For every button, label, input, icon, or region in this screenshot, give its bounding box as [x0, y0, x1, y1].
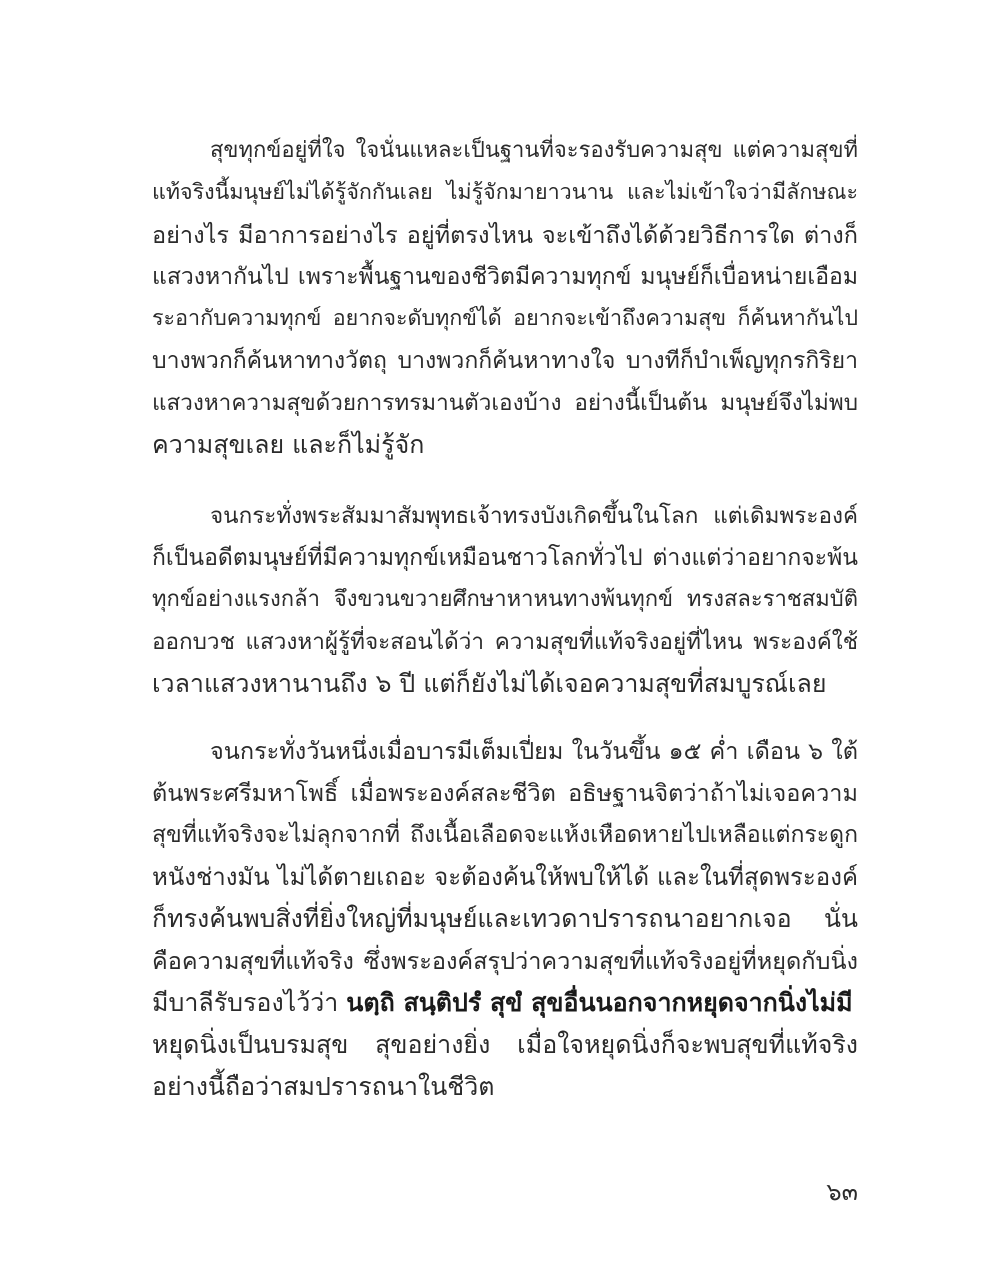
paragraph-3-line: จนกระทั่งวันหนึ่งเมื่อบารมีเต็มเปี่ยม ในวันขึ้น ๑๕ ค่ำ เดือน ๖ ใต้	[210, 737, 858, 765]
paragraph-2	[152, 495, 858, 705]
paragraph-1-line: ระอากับความทุกข์ อยากจะดับทุกข์ได้ อยากจะเข้าถึงความสุข ก็ค้นหากันไป	[152, 306, 858, 331]
paragraph-1-line: แสวงหาความสุขด้วยการทรมานตัวเองบ้าง อย่างนี้เป็นต้น มนุษย์จึงไม่พบ	[152, 390, 858, 416]
pali-quote-line	[152, 982, 858, 1024]
paragraph-2-line: จนกระทั่งพระสัมมาสัมพุทธเจ้าทรงบังเกิดขึ้นในโลก แต่เดิมพระองค์	[210, 503, 858, 529]
pali-quote-text: นตฺถิ สนฺติปรํ สุขํ สุขอื่นนอกจากหยุดจากนิ่งไม่มี	[346, 988, 853, 1017]
paragraph-3-line: อย่างนี้ถือว่าสมปรารถนาในชีวิต	[152, 1072, 495, 1101]
paragraph-3-line: หนังช่างมัน ไม่ได้ตายเถอะ จะต้องค้นให้พบให้ได้ และในที่สุดพระองค์	[152, 863, 858, 891]
paragraph-2-line: ออกบวช แสวงหาผู้รู้ที่จะสอนได้ว่า ความสุขที่แท้จริงอยู่ที่ไหน พระองค์ใช้	[152, 629, 858, 655]
pali-quote-prefix: มีบาลีรับรองไว้ว่า	[152, 988, 347, 1017]
paragraph-2-line: เวลาแสวงหานานถึง ๖ ปี แต่ก็ยังไม่ได้เจอความสุขที่สมบูรณ์เลย	[152, 669, 827, 698]
paragraph-1-line: อย่างไร มีอาการอย่างไร อยู่ที่ตรงไหน จะเข้าถึงได้ด้วยวิธีการใด ต่างก็	[152, 221, 858, 249]
paragraph-3-line: คือความสุขที่แท้จริง ซึ่งพระองค์สรุปว่าความสุขที่แท้จริงอยู่ที่หยุดกับนิ่ง	[152, 947, 858, 975]
paragraph-2-line: ทุกข์อย่างแรงกล้า จึงขวนขวายศึกษาหาหนทางพ้นทุกข์ ทรงสละราชสมบัติ	[152, 587, 858, 612]
paragraph-3-line: ต้นพระศรีมหาโพธิ์ เมื่อพระองค์สละชีวิต อธิษฐานจิตว่าถ้าไม่เจอความ	[152, 779, 858, 807]
paragraph-1-line: ความสุขเลย และก็ไม่รู้จัก	[152, 430, 425, 459]
paragraph-1-line: แท้จริงนี้มนุษย์ไม่ได้รู้จักกันเลย ไม่รู้จักมายาวนาน และไม่เข้าใจว่ามีลักษณะ	[152, 180, 858, 205]
paragraph-1	[152, 130, 858, 466]
paragraph-3-line: ก็ทรงค้นพบสิ่งที่ยิ่งใหญ่ที่มนุษย์และเทวดาปรารถนาอยากเจอ นั่น	[152, 904, 858, 933]
paragraph-3-line: สุขที่แท้จริงจะไม่ลุกจากที่ ถึงเนื้อเลือดจะแห้งเหือดหายไปเหลือแต่กระดูก	[152, 822, 858, 848]
paragraph-1-line: บางพวกก็ค้นหาทางวัตถุ บางพวกก็ค้นหาทางใจ บางทีก็บำเพ็ญทุกรกิริยา	[152, 348, 858, 374]
paragraph-1-line: สุขทุกข์อยู่ที่ใจ ใจนั่นแหละเป็นฐานที่จะรองรับความสุข แต่ความสุขที่	[210, 138, 858, 163]
page-number: ๖๓	[826, 1178, 858, 1206]
paragraph-3-line: หยุดนิ่งเป็นบรมสุข สุขอย่างยิ่ง เมื่อใจหยุดนิ่งก็จะพบสุขที่แท้จริง	[152, 1030, 858, 1059]
paragraph-3	[152, 730, 858, 1108]
paragraph-2-line: ก็เป็นอดีตมนุษย์ที่มีความทุกข์เหมือนชาวโลกทั่วไป ต่างแต่ว่าอยากจะพ้น	[152, 545, 858, 571]
paragraph-1-line: แสวงหากันไป เพราะพื้นฐานของชีวิตมีความทุกข์ มนุษย์ก็เบื่อหน่ายเอือม	[152, 264, 858, 290]
